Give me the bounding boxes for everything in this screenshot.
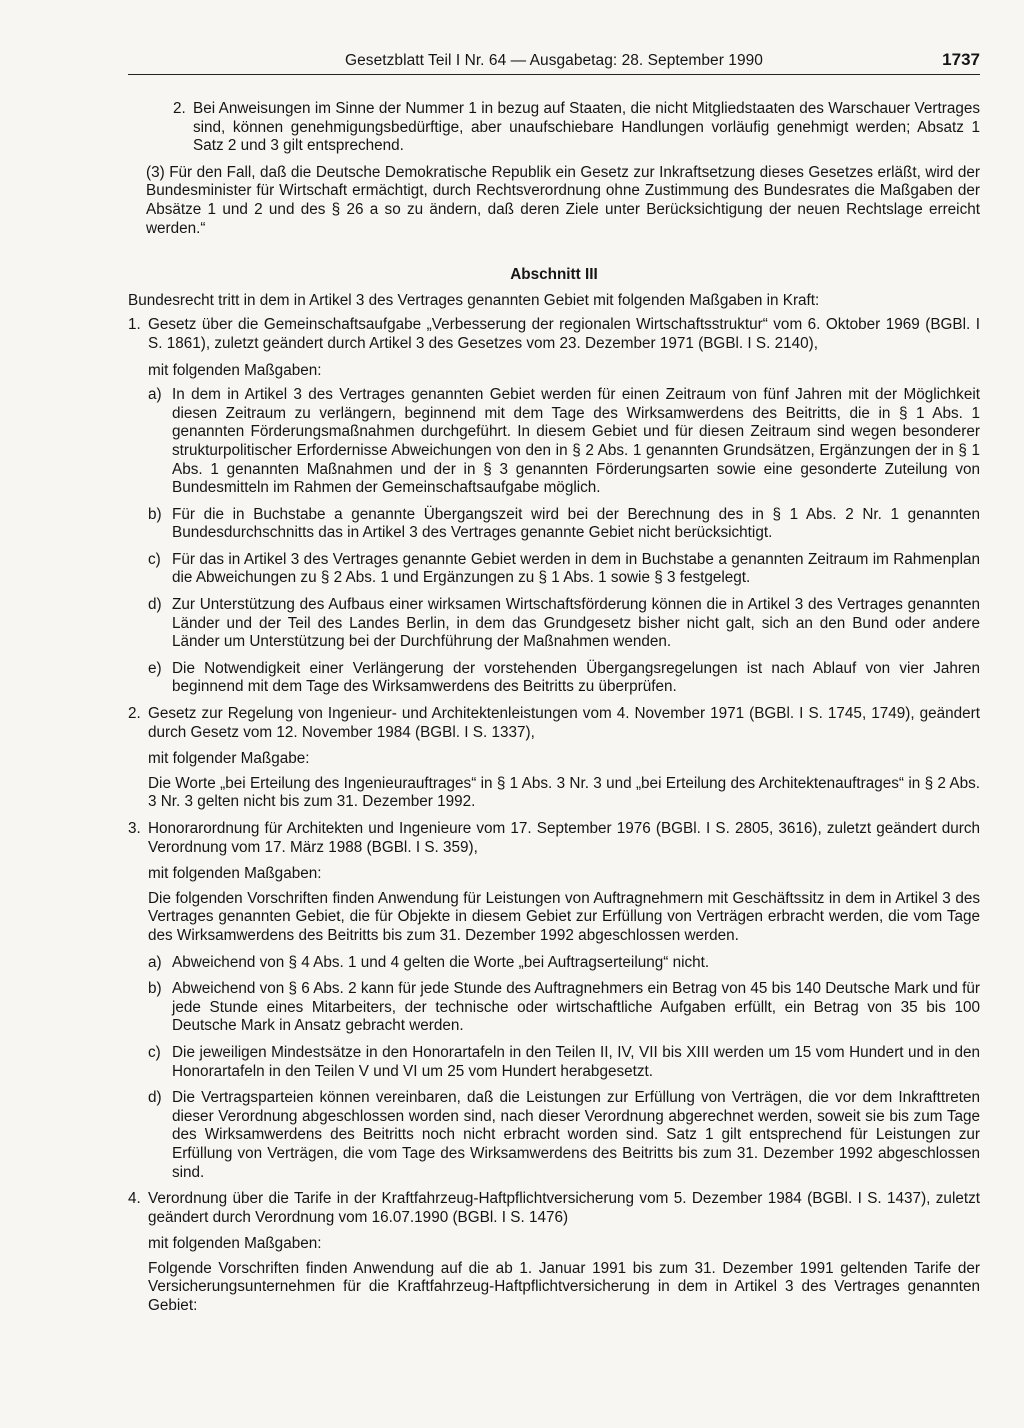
item-lead: mit folgender Maßgabe: [148, 750, 310, 768]
item-body: Die folgenden Vorschriften finden Anwendung für Leistungen von Auftragnehmern mit Geschäftssitz in dem in Artikel 3 des Vertrages genannten Gebiet, die für Objekte in diesem Gebiet zur Erfüllung von Verträgen erbracht werden, die vom Tage des Wirksamwerdens des Beitritts bis zum 31. Dezember 1992 abgeschlossen werden. [148, 889, 980, 944]
list-item-1 [128, 316, 980, 353]
item-text: Verordnung über die Tarife in der Kraftfahrzeug-Haftpflichtversicherung vom 5. Dezember 1984 (BGBl. I S. 1437), zuletzt geändert durch Verordnung vom 16.07.1990 (BGBl. I S. 1476) [148, 1190, 980, 1226]
subitem-text: Die Vertragsparteien können vereinbaren, daß die Leistungen zur Erfüllung von Verträgen, die vor dem Inkrafttreten dieser Verordnung abgeschlossen worden sind, nach dieser Verordnung abgerechnet werden, soweit sie bis zum Tage des Wirksamwerdens des Beitritts noch nicht erbracht worden sind. Satz 1 gilt entsprechend für Leistungen zur Erfüllung von Verträgen, die vom Tage des Wirksamwerdens des Beitritts bis zum 31. Dezember 1992 abgeschlossen sind. [172, 1089, 980, 1181]
item-number: 2. [128, 705, 141, 723]
subitem-letter: c) [148, 1043, 161, 1061]
subitem-text: Für die in Buchstabe a genannte Übergangszeit wird bei der Berechnung des in § 1 Abs. 2 Nr. 1 genannten Bundesdurchschnitts das in Artikel 3 des Vertrages genannte Gebiet nicht berücksichtigt. [172, 505, 980, 542]
item-text: Gesetz über die Gemeinschaftsaufgabe „Verbesserung der regionalen Wirtschaftsstruktur“ vom 6. Oktober 1969 (BGBl. I S. 1861), zuletzt geändert durch Artikel 3 des Gesetzes vom 23. Dezember 1971 (BGBl. I S. 2140), [148, 316, 980, 352]
page-header [128, 52, 980, 72]
list-item-4 [128, 1190, 980, 1227]
item-number: 2. [173, 100, 186, 117]
list-item-3 [128, 820, 980, 857]
subitem-text: Die Notwendigkeit einer Verlängerung der vorstehenden Übergangsregelungen ist nach Ablauf von vier Jahren beginnend mit dem Tage des Wirksamwerdens des Beitritts zu überprüfen. [172, 659, 980, 696]
subitem-letter: a) [148, 953, 162, 971]
subitem-text: Zur Unterstützung des Aufbaus einer wirksamen Wirtschaftsförderung können die in Artikel 3 des Vertrages genannten Länder und der Teil des Landes Berlin, in dem das Grundgesetz bisher nicht galt, sich an den Bund oder andere Länder um Unterstützung bei der Durchführung der Maßnahmen wenden. [172, 596, 980, 651]
item-lead: mit folgenden Maßgaben: [148, 361, 322, 379]
header-title: Gesetzblatt Teil I Nr. 64 — Ausgabetag: 28. September 1990 [345, 52, 763, 69]
subitem-text: In dem in Artikel 3 des Vertrages genannten Gebiet werden für einen Zeitraum von fünf Jahren mit der Möglichkeit diesen Zeitraum zu verlängern, beginnend mit dem Tage des Wirksamwerdens des Beitritts, die in § 1 Abs. 1 genannten Förderungsmaßnahmen durchgeführt. In diesem Gebiet und für diesen Zeitraum sind wegen besonderer strukturpolitischer Erfordernisse Abweichungen von den in § 2 Abs. 1 genannten Grundsätzen, Ergänzungen der in § 1 Abs. 1 genannten Maßnahmen und der in § 3 genannten Förderungsarten sowie eine gesonderte Zuteilung von Bundesmitteln im Rahmen der Gemeinschaftsaufgabe möglich. [172, 386, 980, 497]
item-number: 4. [128, 1190, 141, 1208]
item-body: Folgende Vorschriften finden Anwendung auf die ab 1. Januar 1991 bis zum 31. Dezember 1991 geltenden Tarife der Versicherungsunternehmen für die Kraftfahrzeug-Haftpflichtversicherung in dem in Artikel 3 des Vertrages genannten Gebiet: [148, 1259, 980, 1315]
item-number: 3. [128, 820, 141, 837]
subitem-letter: c) [148, 550, 161, 568]
item-body: Die Worte „bei Erteilung des Ingenieurauftrages“ in § 1 Abs. 3 Nr. 3 und „bei Erteilung des Architektenauftrages“ in § 2 Abs. 3 Nr. 3 gelten nicht bis zum 31. Dezember 1992. [148, 774, 980, 811]
subitem-1d [148, 596, 980, 652]
list-item-2 [128, 705, 980, 742]
section-intro: Bundesrecht tritt in dem in Artikel 3 des Vertrages genannten Gebiet mit folgenden Maßgaben in Kraft: [128, 291, 820, 309]
item-lead: mit folgenden Maßgaben: [148, 865, 322, 883]
subitem-1a [148, 386, 980, 498]
item-text: Gesetz zur Regelung von Ingenieur- und Architektenleistungen vom 4. November 1971 (BGBl. I S. 1745, 1749), geändert durch Gesetz vom 12. November 1984 (BGBl. I S. 1337), [148, 705, 980, 741]
top-item-2 [173, 100, 980, 156]
subsection-3: (3) Für den Fall, daß die Deutsche Demokratische Republik ein Gesetz zur Inkraftsetzung dieses Gesetzes erläßt, wird der Bundesminister für Wirtschaft ermächtigt, durch Rechtsverordnung ohne Zustimmung des Bundesrates die Maßgaben der Absätze 1 und 2 und des § 26 a so zu ändern, daß deren Ziele unter Berücksichtigung der neuen Rechtslage erreicht werden.“ [146, 163, 980, 237]
subitem-letter: d) [148, 1089, 162, 1107]
subitem-3a [148, 954, 980, 973]
subitem-letter: b) [148, 980, 162, 998]
header-rule [128, 74, 980, 75]
section-heading: Abschnitt III [510, 266, 598, 284]
subitem-3b [148, 980, 980, 1036]
subitem-1e [148, 660, 980, 697]
subitem-text: Abweichend von § 4 Abs. 1 und 4 gelten die Worte „bei Auftragserteilung“ nicht. [172, 953, 710, 971]
item-text: Bei Anweisungen im Sinne der Nummer 1 in bezug auf Staaten, die nicht Mitgliedstaaten des Warschauer Vertrages sind, können genehmigungsbedürftige, aber unaufschiebare Handlungen vorläufig genehmigt werden; Absatz 1 Satz 2 und 3 gilt entsprechend. [193, 100, 980, 155]
subitem-letter: d) [148, 596, 162, 614]
subitem-letter: a) [148, 386, 162, 404]
subitem-3d [148, 1089, 980, 1182]
item-lead: mit folgenden Maßgaben: [148, 1235, 322, 1253]
subitem-text: Für das in Artikel 3 des Vertrages genannte Gebiet werden in dem in Buchstabe a genannten Zeitraum im Rahmenplan die Abweichungen zu § 2 Abs. 1 und Ergänzungen zu § 1 Abs. 1 sowie § 3 festgelegt. [172, 550, 980, 587]
page-content [128, 100, 980, 1322]
subitem-text: Abweichend von § 6 Abs. 2 kann für jede Stunde des Auftragnehmers ein Betrag von 45 bis 140 Deutsche Mark und für jede Stunde eines Mitarbeiters, der technische oder wirtschaftliche Aufgaben erfüllt, ein Betrag von 35 bis 100 Deutsche Mark in Ansatz gebracht werden. [172, 980, 980, 1035]
subitem-1c [148, 551, 980, 588]
item-number: 1. [128, 316, 141, 334]
page-number: 1737 [942, 50, 980, 69]
subitem-letter: b) [148, 505, 162, 523]
subitem-letter: e) [148, 659, 162, 677]
item-text: Honorarordnung für Architekten und Ingenieure vom 17. September 1976 (BGBl. I S. 2805, 3616), zuletzt geändert durch Verordnung vom 17. März 1988 (BGBl. I S. 359), [148, 820, 980, 856]
subitem-1b [148, 506, 980, 543]
subitem-3c [148, 1044, 980, 1081]
subitem-text: Die jeweiligen Mindestsätze in den Honorartafeln in den Teilen II, IV, VII bis XIII werden um 15 vom Hundert und in den Honorartafeln in den Teilen V und VI um 25 vom Hundert herabgesetzt. [172, 1043, 980, 1080]
